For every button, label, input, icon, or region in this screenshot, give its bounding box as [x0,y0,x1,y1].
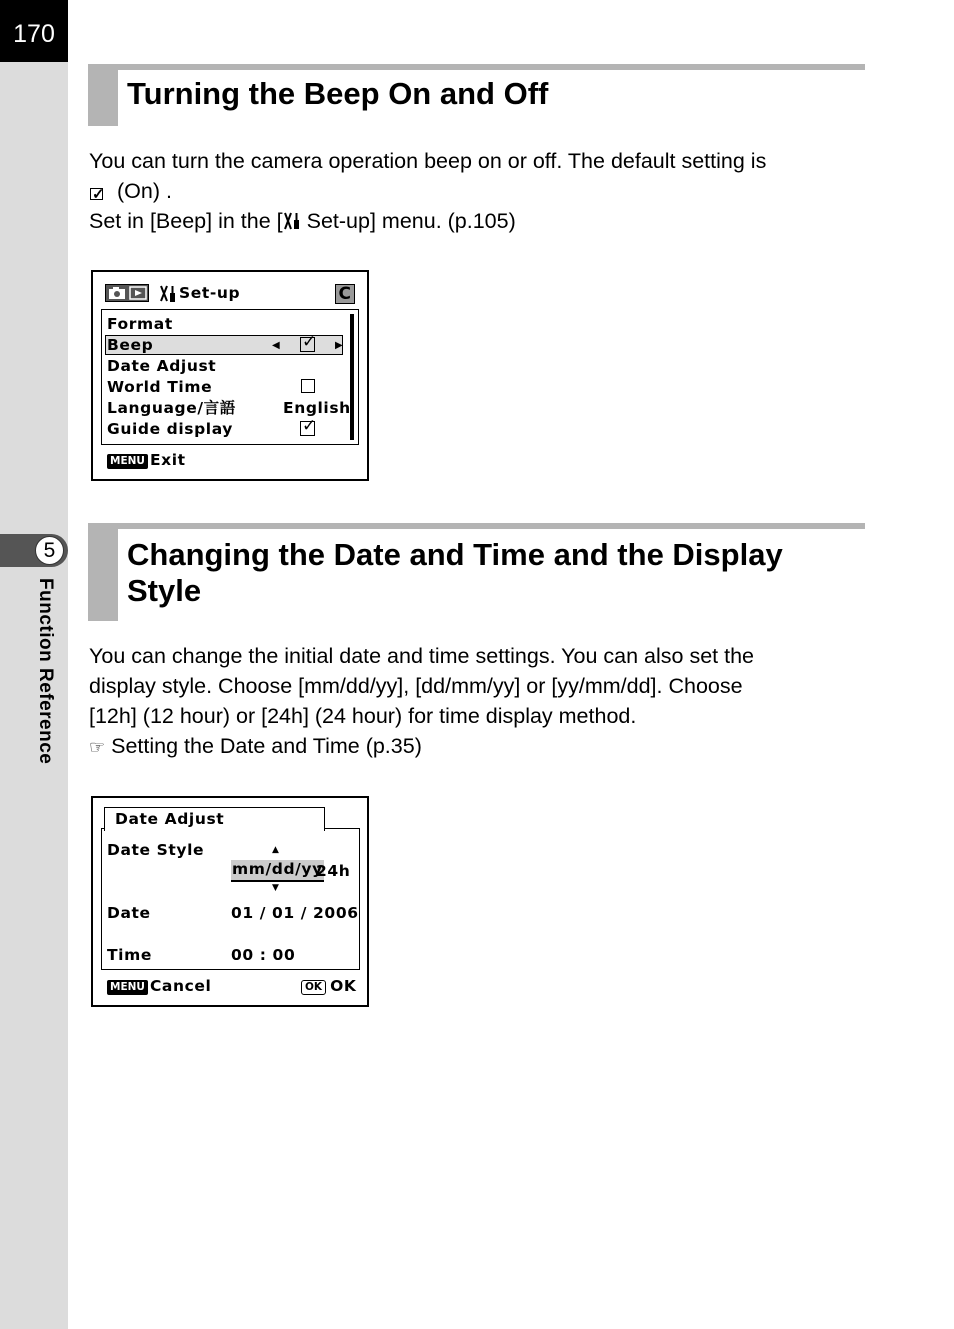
ok-button-icon[interactable]: OK [301,980,326,995]
reference-link[interactable]: Setting the Date and Time (p.35) [111,734,422,758]
chapter-label: Function Reference [35,578,56,765]
world-time-checkbox[interactable] [301,379,315,393]
arrow-right-icon[interactable]: ▶ [335,340,344,351]
reference-hand-icon: ☞ [89,737,106,758]
date-desc-line2: display style. Choose [mm/dd/yy], [dd/mm/yy] or [yy/mm/dd]. Choose [89,674,743,698]
setup-menu-title: Set-up [179,284,241,302]
beep-desc-line3-post: Set-up] menu. (p.105) [300,209,516,233]
beep-desc-line2: (On) . [117,179,172,203]
ok-label: OK [330,977,357,995]
language-value: English [283,399,351,417]
date-desc-line3: [12h] (12 hour) or [24h] (24 hour) for time display method. [89,704,637,728]
mode-tabs [105,284,149,302]
checkbox-on-icon [89,185,105,199]
date-label: Date [107,904,151,922]
date-style-selector[interactable]: mm/dd/yy [231,860,324,882]
time-format-value[interactable]: 24h [316,862,351,880]
menu-item-language[interactable]: Language/言語 [107,399,236,417]
date-style-label: Date Style [107,841,205,859]
arrow-down-icon[interactable]: ▼ [272,883,280,893]
section-heading-date [88,523,865,621]
menu-item-world-time[interactable]: World Time [107,378,213,396]
guide-display-checkbox[interactable] [300,421,315,436]
menu-button-icon[interactable]: MENU [107,454,148,469]
arrow-up-icon[interactable]: ▲ [272,845,280,855]
menu-item-format[interactable]: Format [107,315,173,333]
date-adjust-title: Date Adjust [115,810,225,828]
setup-wrench-icon [159,285,177,303]
setup-menu-screen [91,270,369,481]
cancel-label: Cancel [149,977,212,995]
setup-wrench-icon [283,211,301,231]
beep-description [89,146,859,236]
menu-button-icon[interactable]: MENU [107,980,148,995]
scrollbar[interactable] [350,314,354,440]
date-description [89,641,859,763]
beep-desc-line3-pre: Set in [Beep] in the [ [89,209,283,233]
menu-item-beep[interactable]: Beep [107,336,154,354]
exit-label: Exit [149,451,186,469]
date-desc-line1: You can change the initial date and time settings. You can also set the [89,644,754,668]
custom-tab[interactable]: C [335,284,355,304]
date-adjust-screen [91,796,369,1007]
time-value[interactable]: 00 : 00 [231,946,296,964]
beep-checkbox[interactable] [300,337,315,352]
page-number: 170 [0,0,68,62]
section-heading-beep [88,64,865,126]
menu-item-date-adjust[interactable]: Date Adjust [107,357,217,375]
beep-desc-line1: You can turn the camera operation beep on or off. The default setting is [89,149,767,173]
section-title-beep: Turning the Beep On and Off [127,76,549,111]
menu-item-guide-display[interactable]: Guide display [107,420,234,438]
section-title-date: Changing the Date and Time and the Display Style [127,537,783,608]
playback-icon [129,285,147,301]
date-value[interactable]: 01 / 01 / 2006 [231,904,359,922]
chapter-number: 5 [35,536,64,565]
camera-icon [107,285,127,301]
time-label: Time [107,946,152,964]
arrow-left-icon[interactable]: ◀ [272,340,281,351]
